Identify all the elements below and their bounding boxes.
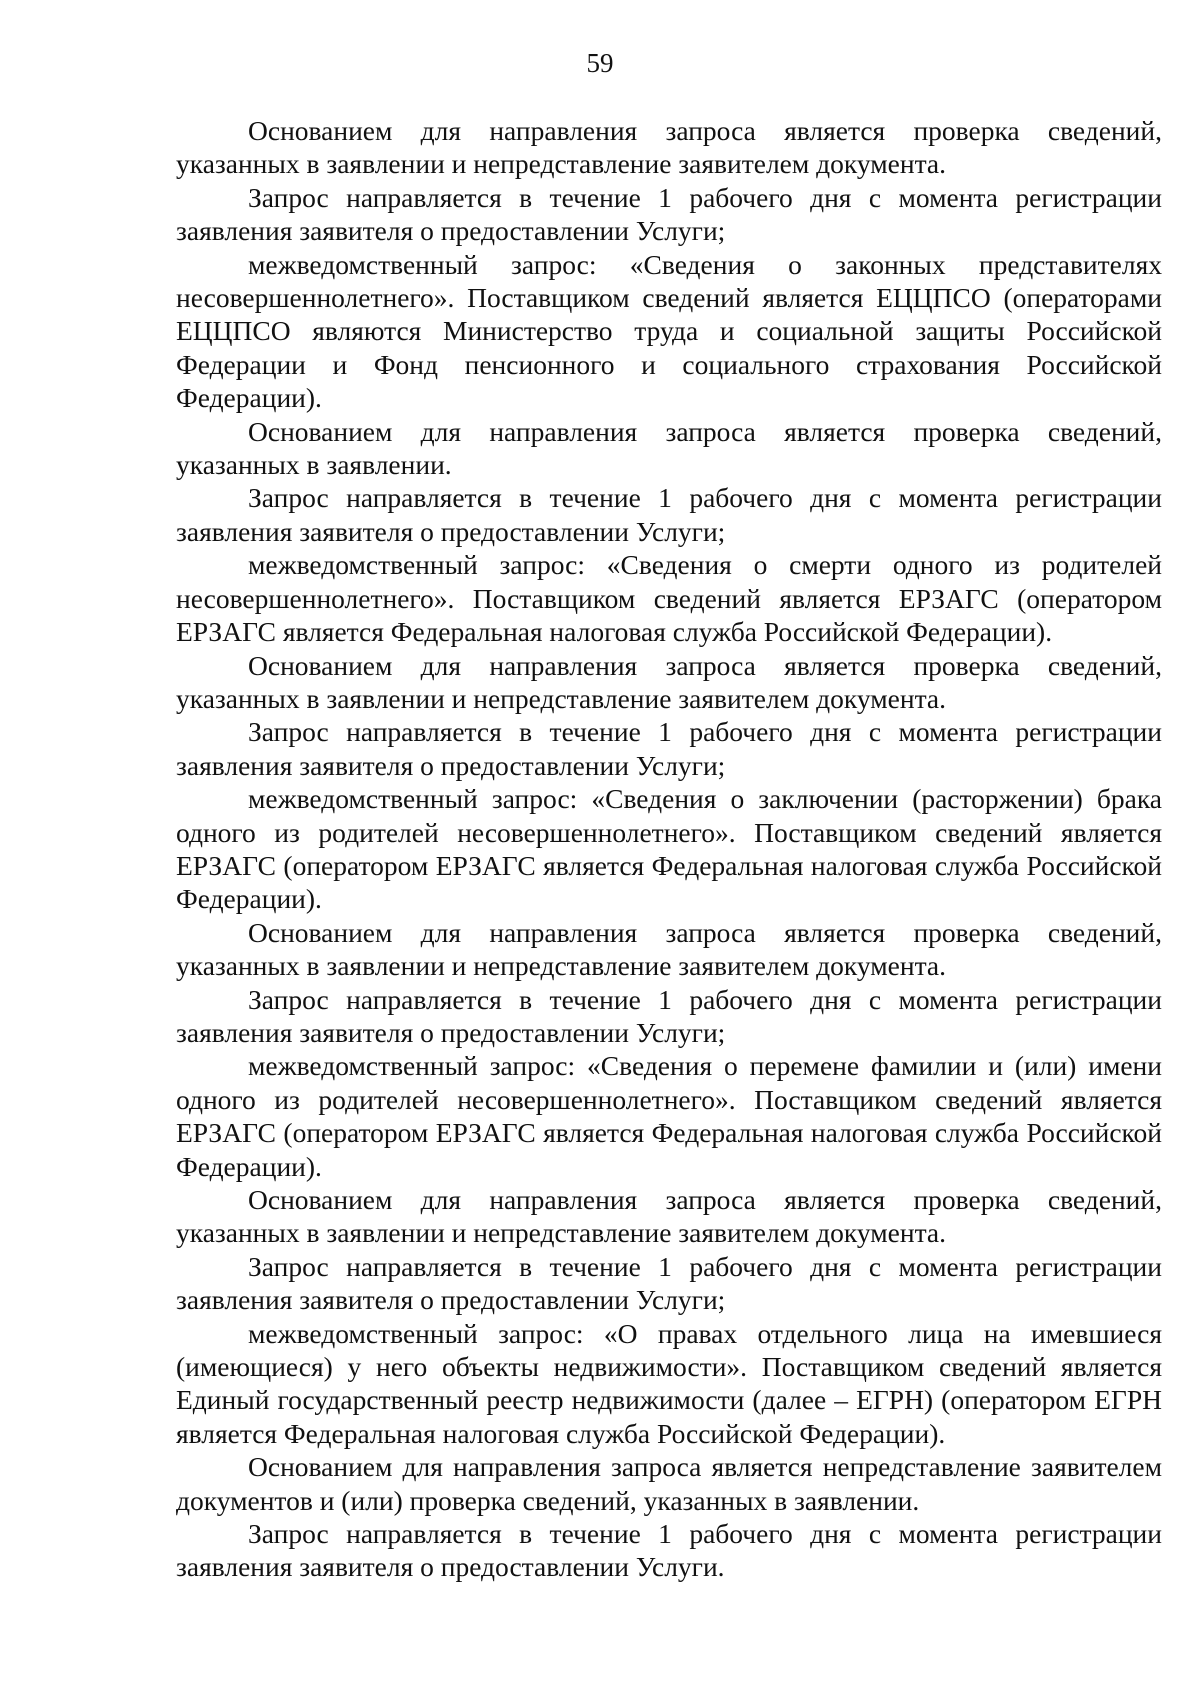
paragraph-request-death-of-parent: межведомственный запрос: «Сведения о смерти одного из родителей несовершеннолетнего». Поставщиком сведений является ЕРЗАГС (оператором ЕРЗАГС является Федеральная налоговая служба Российской Федерации). <box>176 549 1162 648</box>
paragraph-deadline-3: Запрос направляется в течение 1 рабочего дня с момента регистрации заявления заявителя о предоставлении Услуги; <box>176 716 1162 781</box>
paragraph-deadline-6: Запрос направляется в течение 1 рабочего дня с момента регистрации заявления заявителя о предоставлении Услуги. <box>176 1518 1162 1583</box>
paragraph-deadline-5: Запрос направляется в течение 1 рабочего дня с момента регистрации заявления заявителя о предоставлении Услуги; <box>176 1250 1162 1316</box>
paragraph-basis-6: Основанием для направления запроса является непредставление заявителем документов и (или) проверка сведений, указанных в заявлении. <box>176 1451 1162 1516</box>
paragraph-basis-2: Основанием для направления запроса является проверка сведений, указанных в заявлении. <box>176 415 1162 481</box>
paragraph-request-real-estate-rights: межведомственный запрос: «О правах отдельного лица на имевшиеся (имеющиеся) у него объекты недвижимости». Поставщиком сведений является Единый государственный реестр недвижимости (далее – ЕГРН) (оператором ЕГРН является Федеральная налоговая служба Российской Федерации). <box>176 1317 1162 1449</box>
paragraph-request-name-change: межведомственный запрос: «Сведения о перемене фамилии и (или) имени одного из родителей несовершеннолетнего». Поставщиком сведений является ЕРЗАГС (оператором ЕРЗАГС является Федеральная налоговая служба Российской Федерации). <box>176 1050 1162 1182</box>
paragraph-request-marriage: межведомственный запрос: «Сведения о заключении (расторжении) брака одного из родителей несовершеннолетнего». Поставщиком сведений является ЕРЗАГС (оператором ЕРЗАГС является Федеральная налоговая служба Российской Федерации). <box>176 783 1162 915</box>
paragraph-basis-3: Основанием для направления запроса является проверка сведений, указанных в заявлении и непредставление заявителем документа. <box>176 649 1162 714</box>
paragraph-deadline-4: Запрос направляется в течение 1 рабочего дня с момента регистрации заявления заявителя о предоставлении Услуги; <box>176 983 1162 1048</box>
page-number: 59 <box>586 48 614 78</box>
paragraph-basis-1: Основанием для направления запроса является проверка сведений, указанных в заявлении и непредставление заявителем документа. <box>176 115 1162 180</box>
paragraph-deadline-2: Запрос направляется в течение 1 рабочего дня с момента регистрации заявления заявителя о предоставлении Услуги; <box>176 482 1162 547</box>
document-body <box>176 114 1162 1584</box>
paragraph-deadline-1: Запрос направляется в течение 1 рабочего дня с момента регистрации заявления заявителя о предоставлении Услуги; <box>176 181 1162 247</box>
paragraph-basis-4: Основанием для направления запроса является проверка сведений, указанных в заявлении и непредставление заявителем документа. <box>176 916 1162 982</box>
paragraph-basis-5: Основанием для направления запроса является проверка сведений, указанных в заявлении и непредставление заявителем документа. <box>176 1184 1162 1249</box>
paragraph-request-legal-representatives: межведомственный запрос: «Сведения о законных представителях несовершеннолетнего». Поставщиком сведений является ЕЦЦПСО (операторами ЕЦЦПСО являются Министерство труда и социальной защиты Российской Федерации и Фонд пенсионного и социального страхования Российской Федерации). <box>176 248 1162 414</box>
